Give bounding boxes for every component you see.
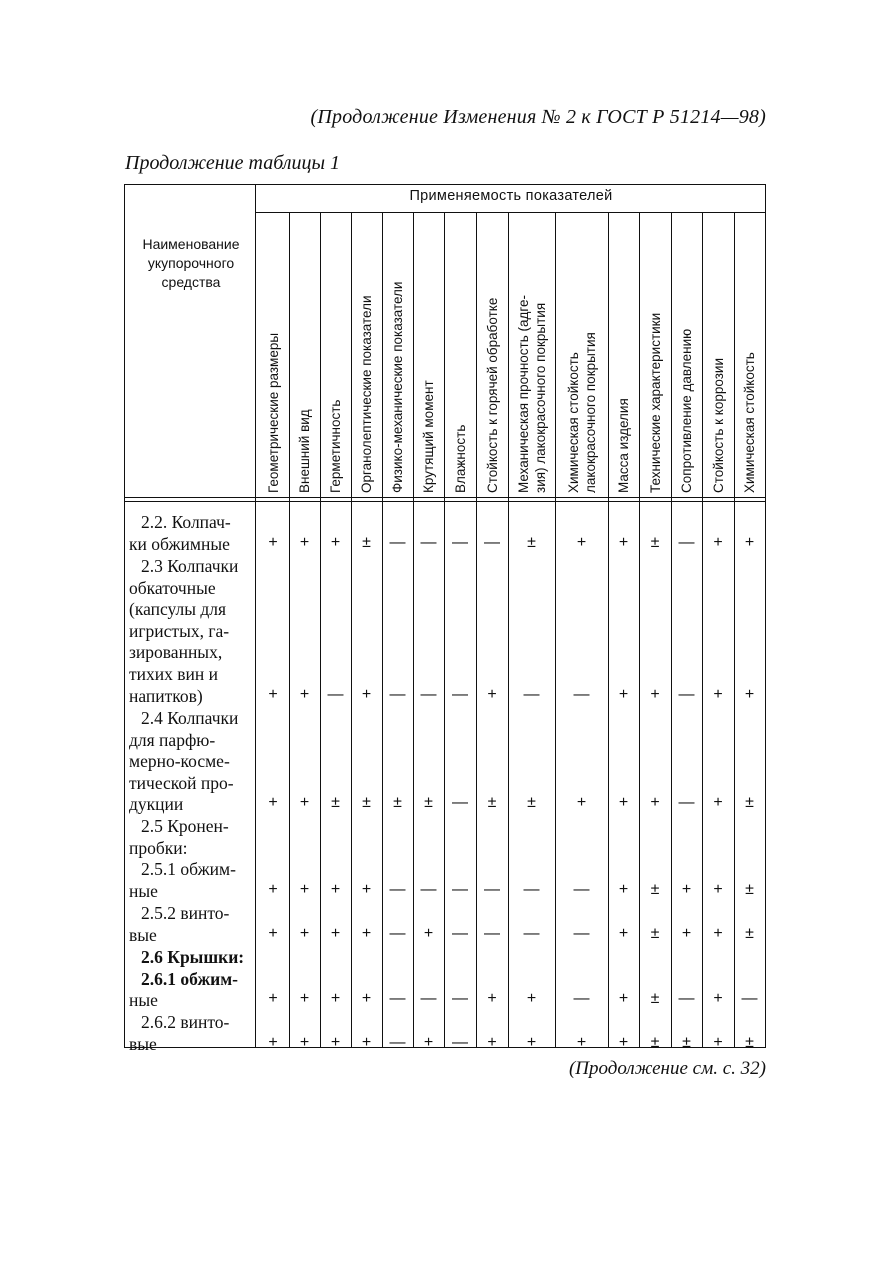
column-divider (351, 213, 352, 1047)
column-header-line: Химическая стойкость (742, 352, 757, 493)
table-cell: + (576, 794, 587, 811)
row-name (129, 816, 255, 902)
row-name-line: вые (129, 1033, 157, 1054)
table-cell: + (681, 881, 692, 898)
table-cell: + (713, 881, 723, 898)
table-cell: ± (682, 1034, 691, 1051)
column-header (671, 214, 702, 495)
table-cell: — (452, 534, 468, 551)
row-name (129, 512, 255, 555)
column-divider (508, 213, 509, 1047)
table-cell: ± (745, 925, 754, 942)
table-cell: + (618, 794, 629, 811)
table-cell: + (526, 1034, 537, 1051)
table-cell: + (744, 534, 755, 551)
column-header-text (710, 358, 727, 493)
table-cell: + (526, 990, 537, 1007)
table-cell: — (484, 534, 500, 551)
applicability-table (124, 184, 766, 1054)
table-cell: — (573, 881, 590, 898)
column-header (289, 214, 320, 495)
table-cell: + (268, 925, 278, 942)
table-cell: ± (393, 794, 402, 811)
row-name (129, 708, 255, 816)
table-cell: + (618, 1034, 629, 1051)
table-cell: ± (745, 1034, 754, 1051)
column-header (734, 214, 765, 495)
table-cell: ± (331, 794, 340, 811)
table-cell: — (452, 686, 468, 703)
table-cell: — (523, 881, 540, 898)
table-cell: + (299, 534, 310, 551)
table-cell: + (299, 990, 310, 1007)
table-cell: ± (487, 794, 497, 811)
table-cell: + (268, 990, 278, 1007)
row-name-line: для парфю- (129, 729, 216, 750)
table-cell: + (487, 1034, 497, 1051)
column-divider (289, 213, 290, 1047)
row-name-line: мерно-косме- (129, 751, 230, 772)
table-cell: + (361, 881, 372, 898)
table-cell: + (268, 534, 278, 551)
table-cell: + (576, 534, 587, 551)
row-name-line: тической про- (129, 772, 234, 793)
column-divider (320, 213, 321, 1047)
row-name (129, 947, 255, 1012)
table-cell: — (420, 534, 437, 551)
table-cell: + (299, 925, 310, 942)
table-cell: + (576, 1034, 587, 1051)
row-name-line: тихих вин и (129, 663, 218, 684)
table-cell: — (678, 990, 695, 1007)
column-header (555, 214, 608, 495)
column-divider (639, 213, 640, 1047)
column-header-line: Масса изделия (616, 398, 631, 493)
row-name-line: ки обжимные (129, 533, 230, 554)
table-cell: — (741, 990, 758, 1007)
column-header (476, 214, 508, 495)
table-cell: — (484, 925, 500, 942)
table-cell: + (361, 925, 372, 942)
table-cell: — (452, 881, 468, 898)
table-cell: + (361, 990, 372, 1007)
table-cell: + (299, 794, 310, 811)
header-bottom-rule (125, 497, 765, 498)
column-header-line: Органолептические показатели (359, 295, 374, 493)
table-cell: — (452, 925, 468, 942)
column-header (257, 214, 289, 495)
table-cell: + (487, 990, 497, 1007)
table-cell: + (330, 990, 341, 1007)
column-divider (608, 213, 609, 1047)
row-name-line: 2.3 Колпачки (141, 556, 239, 576)
column-header-line: Сопротивление давлению (679, 328, 694, 493)
column-divider (382, 213, 383, 1047)
row-name-line: зированных, (129, 642, 223, 663)
column-header-text (615, 398, 632, 493)
column-header-line: Технические характеристики (647, 312, 663, 493)
column-header-line: Механическая прочность (адге- (515, 294, 531, 493)
table-cell: + (618, 881, 629, 898)
table-cell: + (713, 990, 723, 1007)
row-name (129, 903, 255, 946)
column-header-line: Геометрические размеры (265, 332, 281, 493)
row-name-line: дукции (129, 794, 184, 815)
row-name-line: ные (129, 880, 158, 901)
table-cell: + (423, 925, 434, 942)
table-cell: — (389, 686, 406, 703)
table-cell: + (681, 925, 692, 942)
column-header (320, 214, 351, 495)
table-cell: + (330, 534, 341, 551)
name-header-line: средства (161, 274, 221, 290)
table-cell: + (713, 925, 723, 942)
row-name-line: ные (129, 990, 158, 1011)
row-name-line: 2.6 Крышки: (141, 947, 245, 967)
table-cell: — (452, 990, 468, 1007)
column-header-line: Химическая стойкость (565, 352, 581, 493)
table-cell: — (678, 534, 695, 551)
column-header-line: Герметичность (328, 399, 343, 493)
column-header-text (741, 352, 758, 493)
table-cell: ± (424, 794, 433, 811)
column-divider (444, 213, 445, 1047)
column-divider (555, 213, 556, 1047)
table-cell: + (361, 1034, 372, 1051)
table-cell: + (650, 686, 660, 703)
table-cell: ± (745, 794, 754, 811)
table-cell: + (650, 794, 660, 811)
row-name-line: напитков) (129, 685, 203, 706)
row-name-line: 2.6.2 винто- (141, 1012, 230, 1032)
column-header-line: Стойкость к коррозии (710, 358, 726, 493)
column-divider (734, 213, 735, 1047)
column-header-text (565, 332, 599, 493)
row-name-line: 2.6.1 обжим- (141, 968, 238, 989)
table-cell: — (389, 925, 406, 942)
row-name (129, 556, 255, 707)
column-header (413, 214, 444, 495)
table-cell: ± (650, 1034, 660, 1051)
table-cell: — (389, 990, 406, 1007)
table-cell: — (573, 990, 590, 1007)
column-header-text (265, 333, 282, 493)
table-cell: ± (650, 534, 660, 551)
table-cell: ± (745, 881, 754, 898)
column-header-text (358, 295, 375, 493)
name-column-header (127, 235, 255, 292)
table-cell: + (268, 686, 278, 703)
column-divider (413, 213, 414, 1047)
table-cell: ± (650, 881, 660, 898)
column-header-line: Влажность (452, 424, 468, 493)
table-cell: — (389, 1034, 406, 1051)
header-bottom-rule (125, 501, 765, 502)
table-cell: — (484, 881, 500, 898)
column-header-text (452, 425, 469, 493)
table-cell: — (389, 534, 406, 551)
row-name-line: 2.5.2 винто- (141, 903, 230, 923)
table-cell: + (361, 686, 372, 703)
page-continuation-footer: (Продолжение см. с. 32) (568, 1058, 766, 1079)
column-header-line: зия) лакокрасочного покрытия (532, 302, 548, 493)
row-name-line: (капсулы для (129, 599, 227, 620)
row-name-line: пробки: (129, 837, 188, 858)
column-divider (671, 213, 672, 1047)
table-cell: + (487, 686, 497, 703)
table-cell: ± (362, 794, 371, 811)
table-cell: — (678, 686, 695, 703)
header-divider (255, 212, 765, 213)
column-divider (702, 213, 703, 1047)
column-header (608, 214, 639, 495)
table-cell: ± (527, 794, 536, 811)
column-header (702, 214, 734, 495)
table-cell: + (299, 1034, 310, 1051)
table-cell: + (330, 925, 341, 942)
table-cell: + (330, 881, 341, 898)
column-divider (476, 213, 477, 1047)
table-cell: + (618, 686, 629, 703)
table-cell: + (713, 686, 723, 703)
column-header-line: Крутящий момент (421, 380, 436, 493)
column-divider (255, 185, 256, 1047)
table-cell: + (299, 881, 310, 898)
row-name-line: игристых, га- (129, 620, 230, 641)
table-cell: ± (650, 925, 660, 942)
row-name-line: 2.5.1 обжим- (141, 859, 236, 880)
table-cell: — (420, 881, 437, 898)
row-name-line: 2.5 Кронен- (141, 816, 229, 836)
table-cell: + (268, 794, 278, 811)
table-cell: — (678, 794, 695, 811)
table-caption: Продолжение таблицы 1 (125, 152, 341, 174)
column-header-text (484, 298, 501, 493)
column-header (444, 214, 476, 495)
column-header (382, 214, 413, 495)
table-cell: — (573, 925, 590, 942)
table-cell: — (420, 990, 437, 1007)
column-header-text (647, 313, 664, 493)
name-header-line: укупорочного (147, 255, 235, 271)
table-cell: — (452, 794, 468, 811)
group-header: Применяемость показателей (409, 188, 613, 204)
table-cell: + (744, 686, 755, 703)
column-header-text (678, 329, 695, 493)
column-header (508, 214, 555, 495)
column-header-line: Физико-механические показатели (390, 281, 405, 493)
row-name-line: обкаточные (129, 577, 216, 598)
table-cell: + (713, 794, 723, 811)
table-cell: — (327, 686, 344, 703)
column-header-line: Внешний вид (297, 409, 312, 493)
table-cell: + (713, 534, 723, 551)
table-cell: — (420, 686, 437, 703)
column-header-text (515, 295, 549, 493)
table-cell: — (573, 686, 590, 703)
table-cell: — (452, 1034, 468, 1051)
document-continuation-header: (Продолжение Изменения № 2 к ГОСТ Р 51214—98) (310, 106, 766, 128)
column-header-text (327, 400, 344, 493)
table-cell: + (618, 925, 629, 942)
table-cell: ± (650, 990, 660, 1007)
table-cell: + (268, 881, 278, 898)
table-cell: + (299, 686, 310, 703)
table-cell: ± (527, 534, 536, 551)
column-header (351, 214, 382, 495)
table-cell: + (330, 1034, 341, 1051)
column-header-line: лакокрасочного покрытия (582, 332, 598, 493)
column-header-text (420, 380, 437, 493)
column-header-line: Стойкость к горячей обработке (484, 297, 500, 493)
row-name-line: вые (129, 924, 157, 945)
column-header-text (296, 409, 313, 493)
table-cell: + (268, 1034, 278, 1051)
table-cell: + (618, 534, 629, 551)
column-header (639, 214, 671, 495)
table-cell: ± (362, 534, 371, 551)
row-name (129, 1012, 255, 1055)
table-cell: + (423, 1034, 434, 1051)
table-cell: — (389, 881, 406, 898)
table-cell: + (713, 1034, 723, 1051)
table-cell: — (523, 925, 540, 942)
table-cell: — (523, 686, 540, 703)
row-name-line: 2.2. Колпач- (141, 512, 231, 532)
column-header-text (389, 282, 406, 493)
row-name-line: 2.4 Колпачки (141, 708, 239, 728)
table-cell: + (618, 990, 629, 1007)
name-header-line: Наименование (142, 236, 240, 252)
